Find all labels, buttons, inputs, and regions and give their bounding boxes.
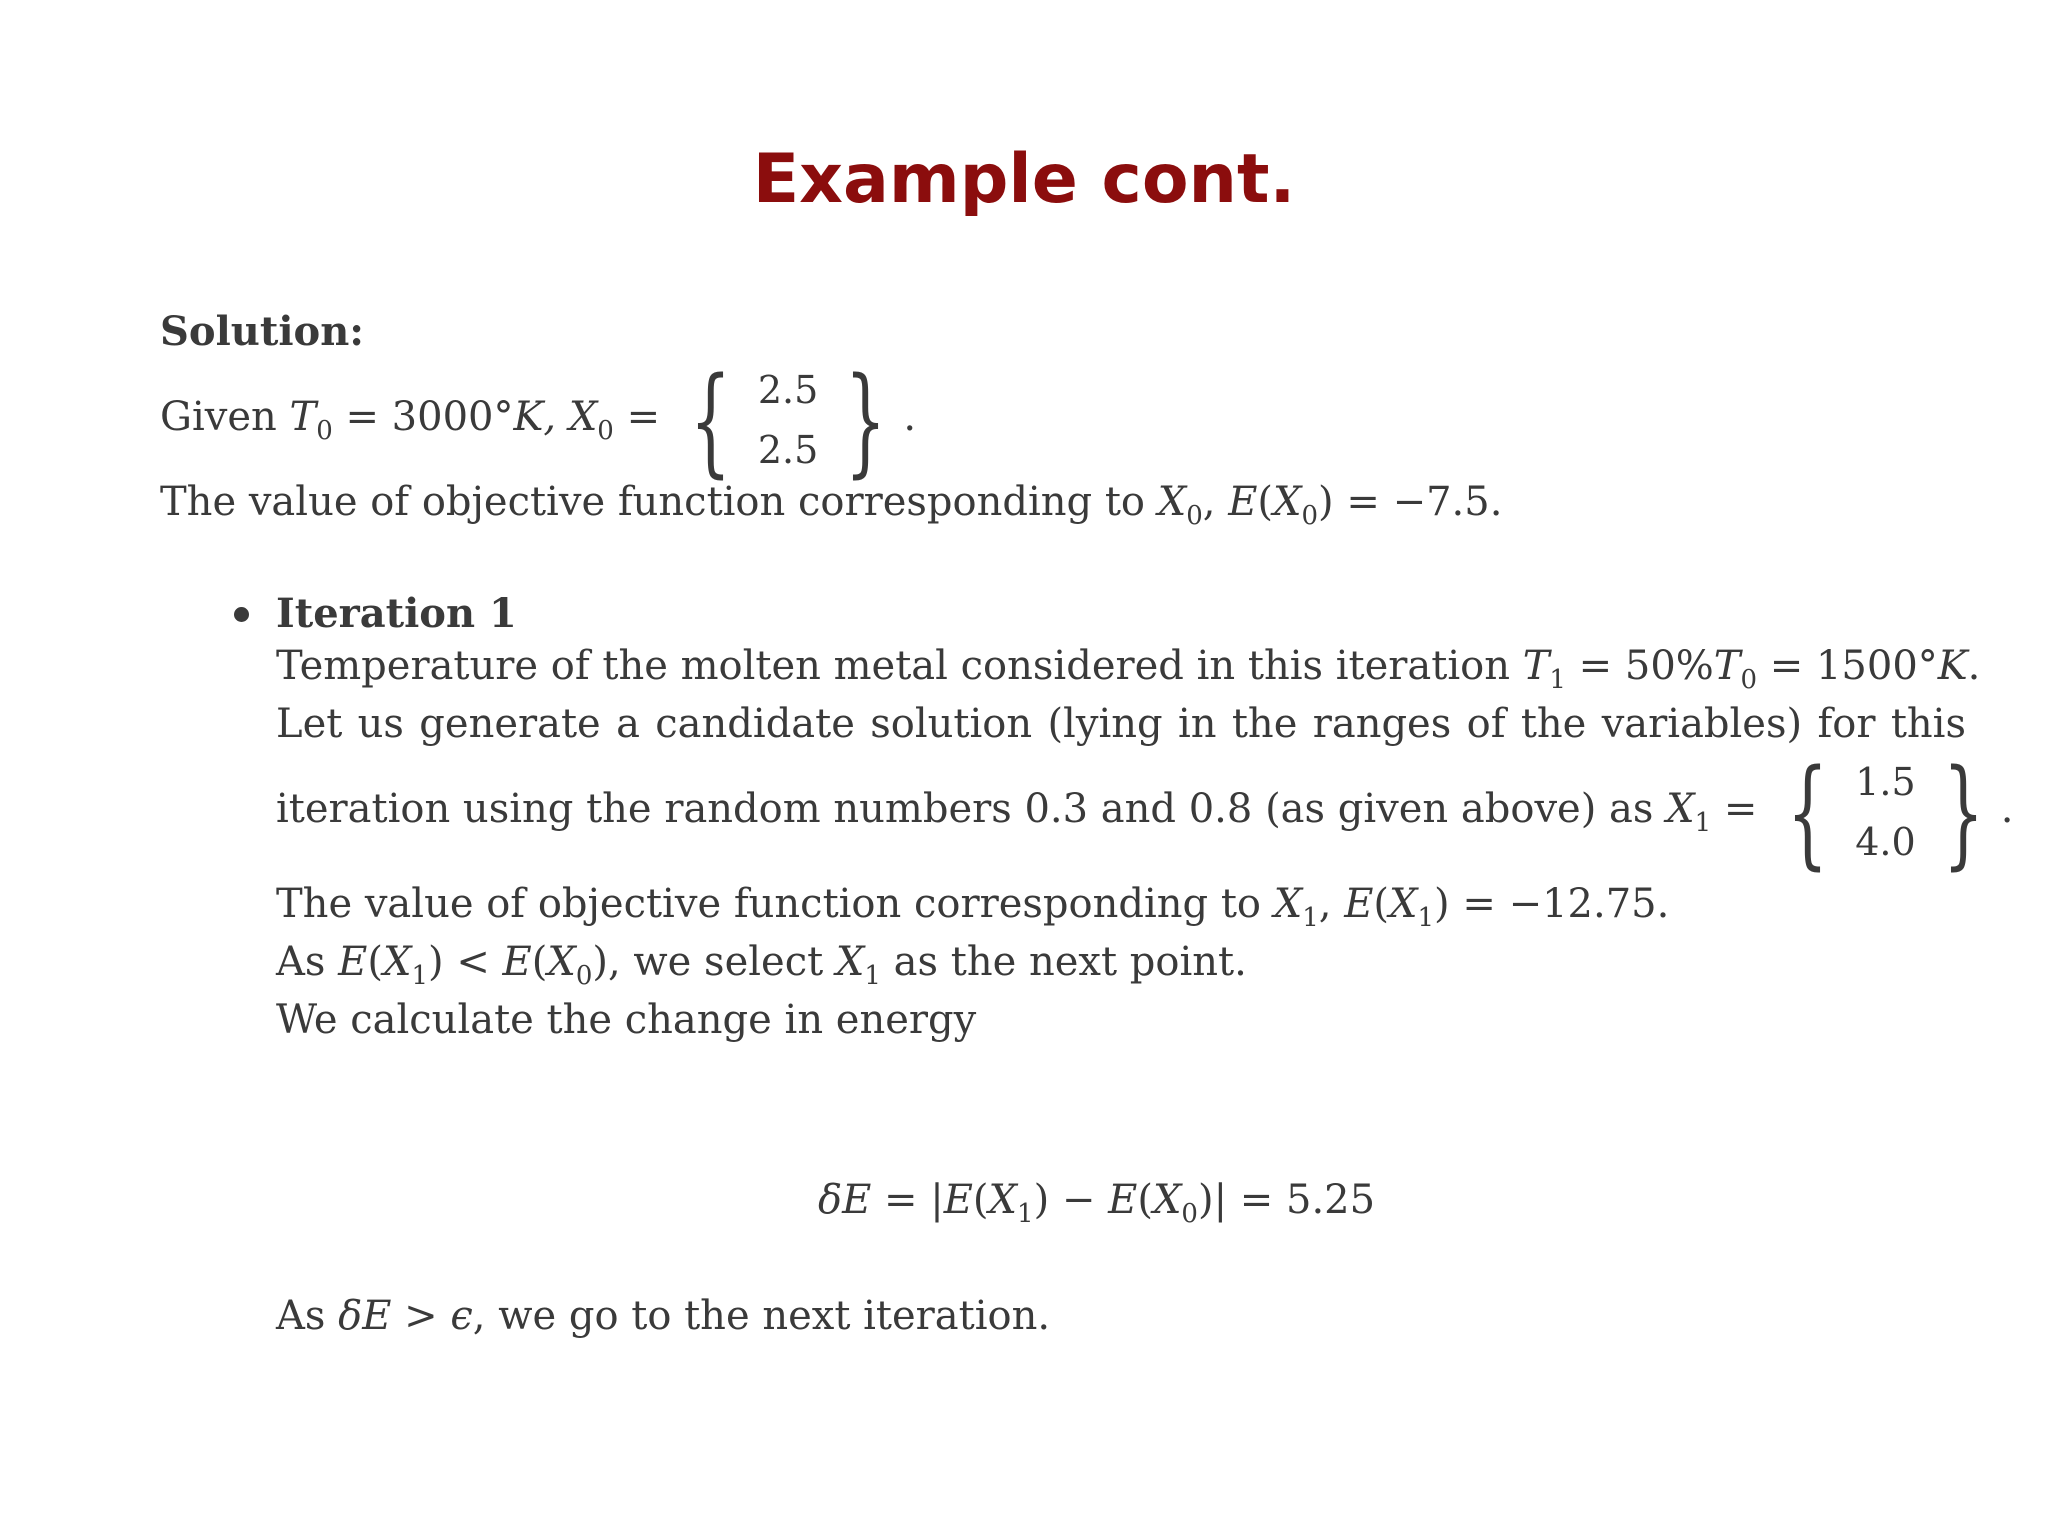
iteration-line-1	[276, 640, 1981, 696]
objective-x-sub: 0	[1186, 501, 1203, 532]
line4-prefix: The value of objective function corresponding to	[276, 881, 1261, 927]
line1-period: .	[1967, 643, 1981, 689]
line5-x0-sub: 0	[575, 961, 593, 992]
conclusion-end: , we go to the next iteration.	[472, 1293, 1051, 1339]
line2-word: the	[1231, 701, 1298, 747]
line1-t0-sub: 0	[1740, 665, 1758, 696]
line2-word: variables)	[1601, 701, 1803, 747]
line4-x2-sub: 1	[1417, 903, 1435, 934]
line5-mid: ), we select	[592, 939, 824, 985]
solution-heading: Solution:	[160, 308, 365, 355]
line3-period: .	[2000, 786, 2014, 832]
x0-vector	[673, 351, 904, 489]
line4-x2: X	[1389, 881, 1418, 927]
t0-value: = 3000°	[345, 394, 514, 440]
formula-x0-sub: 0	[1181, 1199, 1198, 1230]
line5-x1-sub: 1	[411, 961, 428, 992]
given-line	[160, 351, 917, 489]
iteration-heading: Iteration 1	[276, 590, 517, 637]
line2-word: in	[1177, 701, 1217, 747]
given-period: .	[903, 394, 917, 440]
x0-sub: 0	[597, 416, 614, 447]
x1-value-1: 1.5	[1855, 760, 1916, 804]
objective-comma: ,	[1202, 479, 1216, 525]
line4-value: = −12.75.	[1462, 881, 1670, 927]
given-equals: =	[626, 394, 661, 440]
t0-unit: K,	[513, 394, 557, 440]
objective-x2-sub: 0	[1301, 501, 1319, 532]
line1-end: = 1500°	[1769, 643, 1938, 689]
x0-value-1: 2.5	[757, 368, 819, 412]
line5-x1: X	[382, 939, 412, 985]
line3-prefix: iteration using the random numbers 0.3 and 0.8 (as given above) as	[276, 786, 1654, 832]
energy-formula: $\delta E = |E(X_1) - E(X_0)| = 5.25$	[818, 1177, 1376, 1230]
right-brace-icon: }	[1942, 743, 1984, 881]
line2-word: candidate	[655, 701, 855, 747]
line5-lt: <	[456, 939, 490, 985]
line2-word: solution	[870, 701, 1033, 747]
formula-minus: ) −	[1033, 1177, 1096, 1223]
formula-e1: E	[943, 1177, 973, 1223]
formula-eq: = |	[884, 1177, 944, 1223]
line1-t1: T	[1522, 643, 1550, 689]
objective-open: (	[1257, 479, 1273, 525]
conclusion-delta: δE	[338, 1293, 392, 1339]
line2-word: for	[1817, 701, 1876, 747]
conclusion-line	[276, 1290, 1050, 1342]
right-brace-icon: }	[845, 351, 887, 489]
line3-x-sub: 1	[1694, 808, 1712, 839]
line2-word: the	[1520, 701, 1587, 747]
line3-eq: =	[1723, 786, 1758, 832]
line4-x: X	[1273, 881, 1303, 927]
conclusion-as: As	[276, 1293, 326, 1339]
line5-e2: E	[502, 939, 532, 985]
objective-e: E	[1228, 479, 1258, 525]
line3-x: X	[1666, 786, 1695, 832]
iteration-line-6: We calculate the change in energy	[276, 997, 977, 1043]
formula-x0: X	[1152, 1177, 1182, 1223]
line2-word: ranges	[1312, 701, 1452, 747]
objective-prefix: The value of objective function corresponding to	[160, 479, 1145, 525]
formula-e2: E	[1108, 1177, 1138, 1223]
t0-symbol: T	[289, 394, 317, 440]
line1-t1-sub: 1	[1549, 665, 1566, 696]
line2-word: this	[1890, 701, 1966, 747]
line2-word: (lying	[1047, 701, 1163, 747]
conclusion-eps: ϵ	[450, 1293, 473, 1339]
objective-x: X	[1157, 479, 1187, 525]
x1-value-2: 4.0	[1855, 820, 1916, 864]
conclusion-gt: >	[404, 1293, 438, 1339]
line2-word: of	[1466, 701, 1506, 747]
formula-x1-sub: 1	[1017, 1199, 1034, 1230]
x0-value-2: 2.5	[757, 428, 819, 472]
objective-line	[160, 476, 1503, 532]
line5-x: X	[835, 939, 865, 985]
line5-e1: E	[338, 939, 368, 985]
line1-unit: K	[1937, 643, 1968, 689]
line1-t0: T	[1713, 643, 1741, 689]
line2-word: generate	[419, 701, 601, 747]
line5-as: As	[276, 939, 326, 985]
left-brace-icon: {	[689, 351, 731, 489]
iteration-line-2	[276, 698, 1966, 750]
formula-delta: δE	[818, 1177, 872, 1223]
line1-prefix: Temperature of the molten metal considered in this iteration	[276, 643, 1510, 689]
line2-word: us	[357, 701, 404, 747]
line2-word: Let	[276, 701, 343, 747]
bullet-icon	[234, 607, 249, 622]
objective-x2: X	[1273, 479, 1302, 525]
iteration-line-3	[276, 743, 2014, 881]
objective-close: )	[1318, 479, 1334, 525]
x0-symbol: X	[568, 394, 598, 440]
iteration-line-4: The value of objective function corresponding to $X_1$, $E(X_1) = -12.75$.	[276, 881, 1670, 934]
given-word: Given	[160, 394, 277, 440]
objective-value: = −7.5.	[1346, 479, 1503, 525]
x1-vector	[1770, 743, 2001, 881]
t0-sub: 0	[316, 416, 333, 447]
line4-comma: ,	[1318, 881, 1332, 927]
line4-x-sub: 1	[1302, 903, 1319, 934]
line5-x0: X	[547, 939, 576, 985]
iteration-line-5: As $E(X_1) < E(X_0)$, we select $X_1$ as the next point.	[276, 939, 1247, 992]
slide-title: Example cont.	[752, 140, 1296, 219]
line4-e: E	[1344, 881, 1374, 927]
line5-x-sub: 1	[864, 961, 881, 992]
line1-mid: = 50%	[1578, 643, 1714, 689]
line2-word: a	[616, 701, 640, 747]
left-brace-icon: {	[1787, 743, 1829, 881]
line5-end: as the next point.	[893, 939, 1247, 985]
formula-end: )| = 5.25	[1197, 1177, 1376, 1223]
formula-x1: X	[988, 1177, 1018, 1223]
